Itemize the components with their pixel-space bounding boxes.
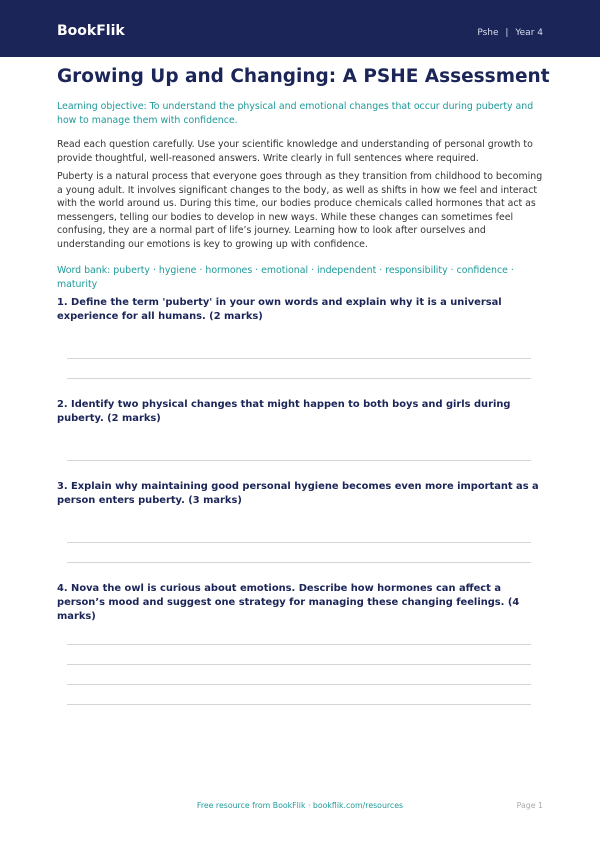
reading-passage: Puberty is a natural process that everyone goes through as they transition from childhood to becoming a young adult. It involves significant changes to the body, as well as shifts in how we feel and interact with the world around us. During this time, our bodies produce chemicals called hormones that act as messengers, telling our bodies to develop in new ways. While these changes can sometimes feel confusing, they are a normal part of life’s journey. Learning how to look after ourselves and understanding our emotions is key to growing up with confidence. <box>57 171 543 250</box>
answer-line[interactable] <box>67 644 531 645</box>
learning-objective: Learning objective: To understand the physical and emotional changes that occur during puberty and how to manage them with confidence. <box>57 101 534 126</box>
page-number: Page 1 <box>516 801 543 810</box>
subject-label: Pshe <box>477 28 499 38</box>
instructions: Read each question carefully. Use your scientific knowledge and understanding of personal growth to provide thoughtful, well-reasoned answers. Write clearly in full sentences where required. <box>57 139 533 164</box>
answer-line[interactable] <box>67 358 531 359</box>
footer-credit[interactable]: Free resource from BookFlik · bookflik.com/resources <box>196 801 404 810</box>
answer-line[interactable] <box>67 562 531 563</box>
meta-separator: | <box>505 28 509 38</box>
answer-line[interactable] <box>67 378 531 379</box>
question-4: 4. Nova the owl is curious about emotions. Describe how hormones can affect a person’s mood and suggest one strategy for managing these changing feelings. (4 marks) <box>57 583 520 622</box>
brand-logo: BookFlik <box>57 23 125 39</box>
year-label: Year 4 <box>515 28 543 38</box>
page-header <box>0 0 600 57</box>
question-3: 3. Explain why maintaining good personal hygiene becomes even more important as a person enters puberty. (3 marks) <box>57 481 539 506</box>
question-1: 1. Define the term 'puberty' in your own words and explain why it is a universal experience for all humans. (2 marks) <box>57 297 502 322</box>
answer-line[interactable] <box>67 542 531 543</box>
page-title: Growing Up and Changing: A PSHE Assessment <box>57 66 550 87</box>
answer-line[interactable] <box>67 684 531 685</box>
subject-year-label <box>477 27 543 39</box>
word-bank: Word bank: puberty · hygiene · hormones · emotional · independent · responsibility · confidence · maturity <box>57 265 514 290</box>
answer-line[interactable] <box>67 664 531 665</box>
answer-line[interactable] <box>67 704 531 705</box>
answer-line[interactable] <box>67 460 531 461</box>
question-2: 2. Identify two physical changes that might happen to both boys and girls during puberty. (2 marks) <box>57 399 511 424</box>
